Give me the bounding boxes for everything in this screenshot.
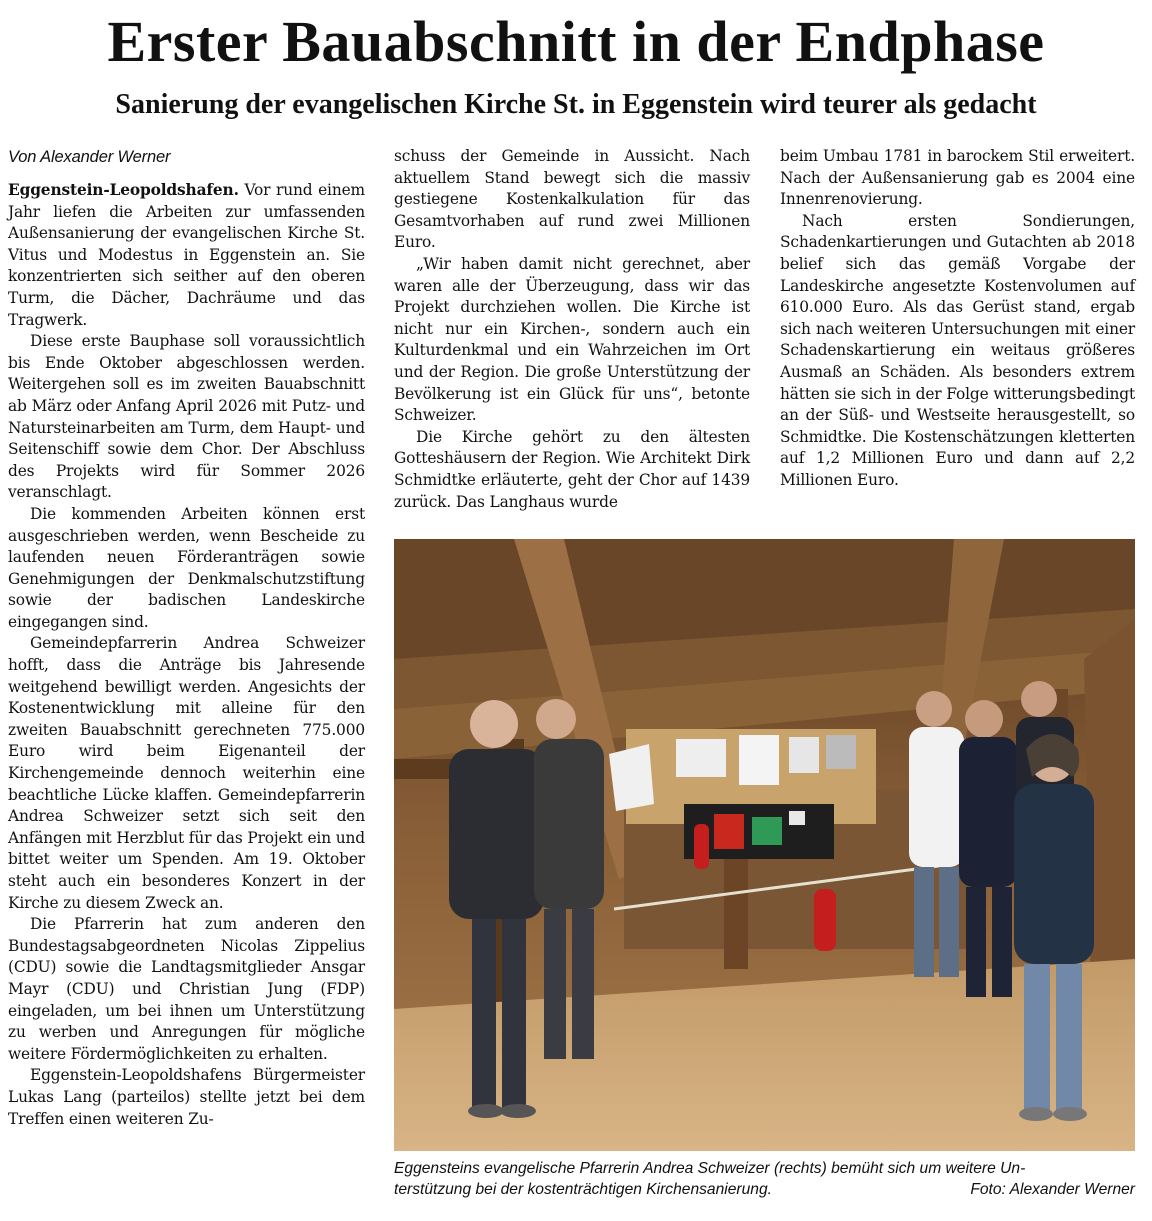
- dateline: Eggenstein-Leopoldshafen.: [8, 181, 239, 199]
- paragraph: Die Pfarrerin hat zum anderen den Bundestagsabgeordneten Nicolas Zippelius (CDU) sowie die Landtagsmitglieder Ansgar Mayr (CDU) und Christian Jung (FDP) eingeladen, um bei ihnen um Unterstützung zu werben und Anregungen für mögliche weitere Fördermöglichkeiten zu erhalten.: [8, 915, 365, 1063]
- photo-caption: [394, 1158, 1135, 1200]
- paragraph: schuss der Gemeinde in Aussicht. Nach aktuellem Stand bewegt sich die massiv gestiegene Kostenkalkulation für das Gesamtvorhaben auf rund zwei Millionen Euro.: [394, 147, 750, 252]
- paragraph: Gemeindepfarrerin Andrea Schweizer hofft, dass die Anträge bis Jahresende weitgehend bewilligt werden. Angesichts der Kostenentwicklung mit alleine für den zweiten Bauabschnitt gerechneten 775.000 Euro wird beim Eigenanteil der Kirchengemeinde dennoch weiterhin eine beachtliche Lücke klaffen. Gemeindepfarrerin Andrea Schweizer setzt sich seit den Anfängen mit Herzblut für das Projekt ein und bittet weiter um Spenden. Am 19. Oktober steht auch ein besonderes Konzert in der Kirche zu diesem Zweck an.: [8, 634, 365, 912]
- article-column-2: [394, 146, 750, 513]
- paragraph: Nach ersten Sondierungen, Schadenkartierungen und Gutachten ab 2018 belief sich das gemäß Vorgabe der Landeskirche angesetzte Kostenvolumen auf 610.000 Euro. Als das Gerüst stand, ergab sich nach weiteren Untersuchungen mit einer Schadenskartierung ein weitaus größeres Ausmaß an Schäden. Als besonders extrem hätten sie sich in der Folge witterungsbedingt an der Süß- und Westseite herausgestellt, so Schmidtke. Die Kostenschätzungen kletterten auf 1,2 Millionen Euro und dann auf 2,2 Millionen Euro.: [780, 211, 1135, 489]
- paragraph: beim Umbau 1781 in barockem Stil erweitert. Nach der Außensanierung gab es 2004 eine Innenrenovierung.: [780, 147, 1135, 209]
- paragraph: Die kommenden Arbeiten können erst ausgeschrieben werden, wenn Bescheide zu laufenden neuen Förderanträgen sowie Genehmigungen der Denkmalschutzstiftung sowie der badischen Landeskirche eingegangen sind.: [8, 504, 365, 631]
- subheadline: Sanierung der evangelischen Kirche St. in Eggenstein wird teurer als gedacht: [115, 89, 1037, 120]
- caption-line-1: Eggensteins evangelische Pfarrerin Andrea Schweizer (rechts) bemüht sich um weitere Un-: [394, 1160, 1026, 1177]
- article-column-1: [8, 146, 365, 1130]
- paragraph-text: Vor rund einem Jahr liefen die Arbeiten zur umfassenden Außensanierung der evangelischen Kirche St. Vitus und Modestus in Eggenstein an. Sie konzentrierten sich seither auf den oberen Turm, die Dächer, Dachräume und das Tragwerk.: [8, 181, 365, 329]
- paragraph: „Wir haben damit nicht gerechnet, aber waren alle der Überzeugung, dass wir das Projekt durchziehen wollen. Die Kirche ist nicht nur ein Kirchen-, sondern auch ein Kulturdenkmal und ein Wahrzeichen im Ort und der Region. Die große Unterstützung der Bevölkerung ist ein Glück für uns“, betonte Schweizer.: [394, 254, 750, 425]
- article-photo: [394, 539, 1135, 1151]
- byline: Von Alexander Werner: [8, 148, 171, 166]
- paragraph: Diese erste Bauphase soll voraussichtlich bis Ende Oktober abgeschlossen werden. Weitergehen soll es im zweiten Bauabschnitt ab März oder Anfang April 2026 mit Putz- und Natursteinarbeiten am Turm, dem Haupt- und Seitenschiff sowie dem Chor. Der Abschluss des Projekts wird für Sommer 2026 veranschlagt.: [8, 332, 365, 502]
- paragraph: [8, 180, 365, 331]
- headline: Erster Bauabschnitt in der Endphase: [107, 9, 1045, 74]
- photo-credit: Foto: Alexander Werner: [970, 1181, 1135, 1198]
- article-column-3: [780, 146, 1135, 492]
- caption-line-2: terstützung bei der kostenträchtigen Kirchensanierung.: [394, 1181, 772, 1198]
- paragraph: Die Kirche gehört zu den ältesten Gotteshäusern der Region. Wie Architekt Dirk Schmidtke erläuterte, geht der Chor auf 1439 zurück. Das Langhaus wurde: [394, 427, 750, 511]
- paragraph: Eggenstein-Leopoldshafens Bürgermeister Lukas Lang (parteilos) stellte jetzt bei dem Treffen einen weiteren Zu-: [8, 1066, 365, 1128]
